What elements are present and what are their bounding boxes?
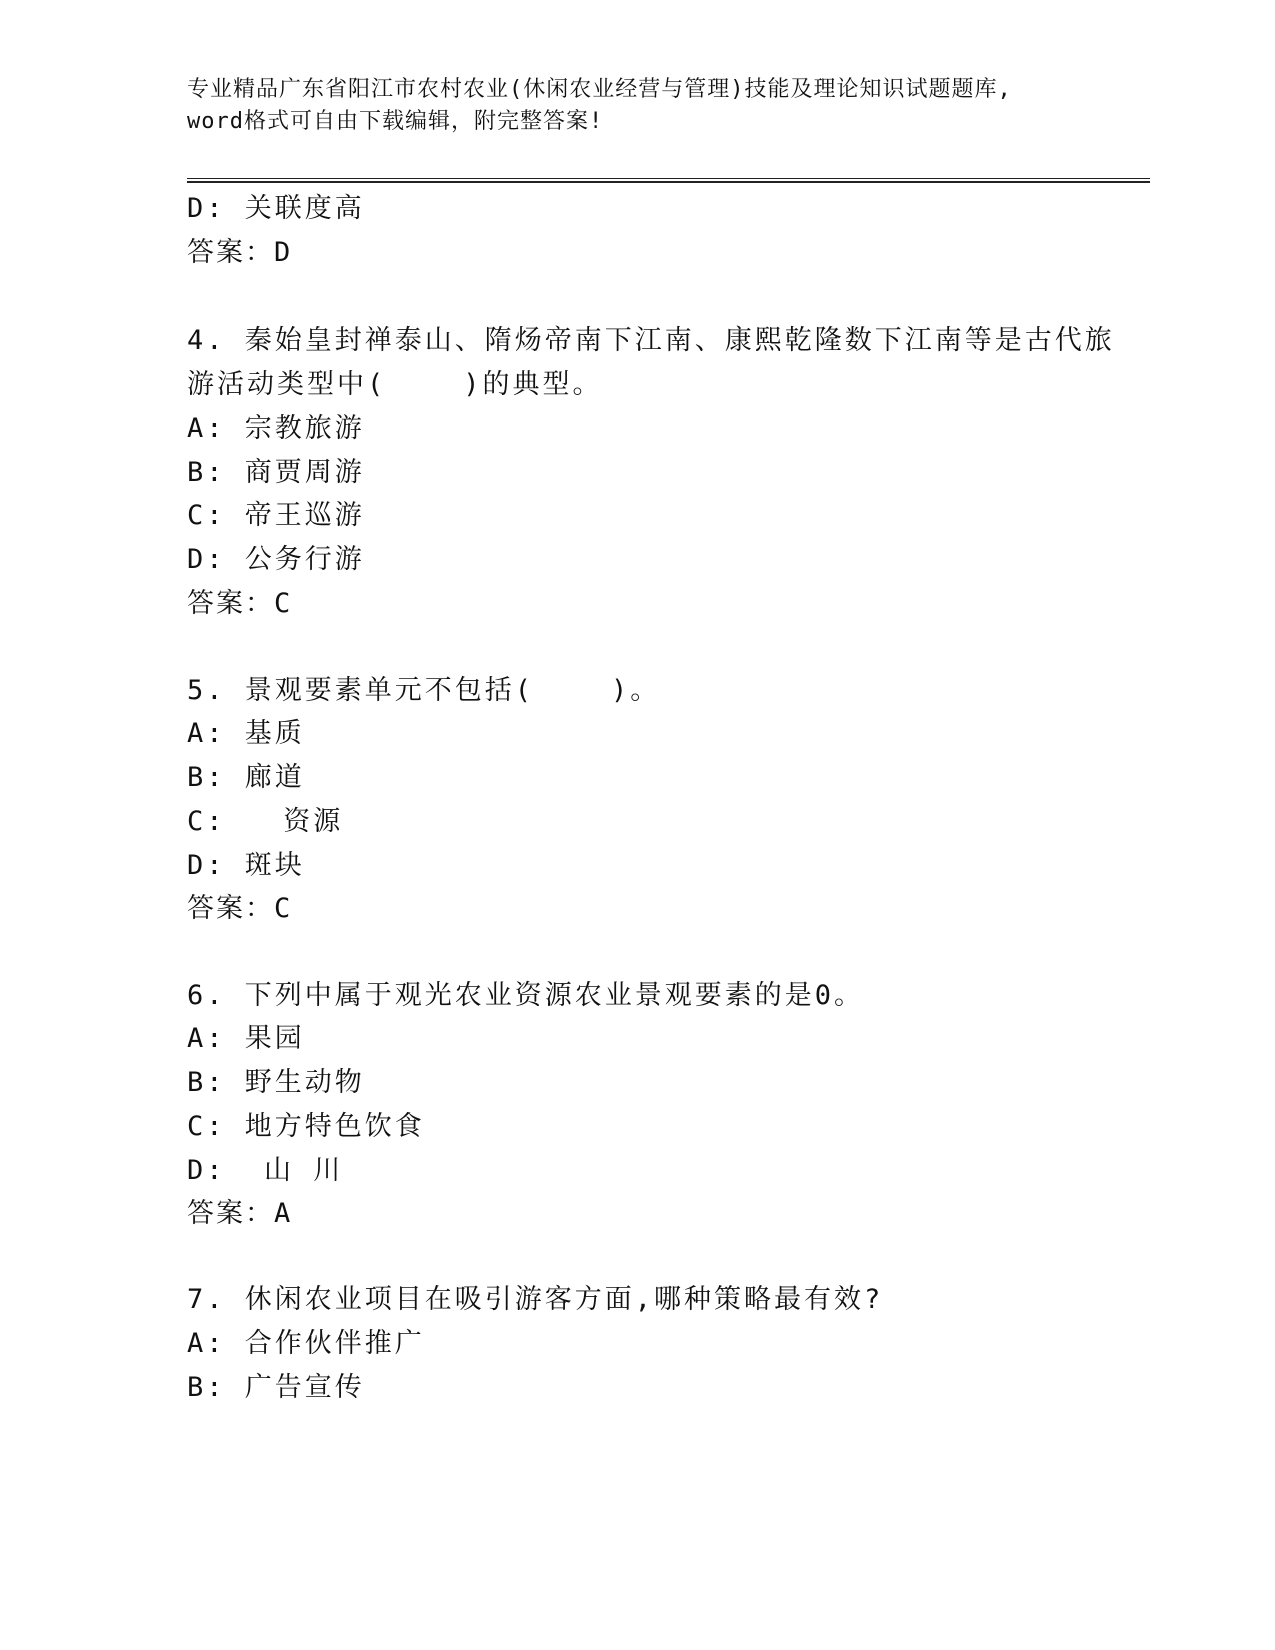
answer-label: 答案： bbox=[187, 588, 274, 619]
page-header bbox=[187, 74, 1087, 138]
q3-answer bbox=[187, 235, 292, 271]
q5-stem: 5. 景观要素单元不包括( )。 bbox=[187, 675, 661, 706]
answer-value: A bbox=[274, 1198, 293, 1229]
answer-label: 答案： bbox=[187, 1198, 274, 1229]
answer-value: C bbox=[274, 893, 293, 924]
q7-stem: 7. 休闲农业项目在吸引游客方面,哪种策略最有效? bbox=[187, 1284, 884, 1315]
q5-option-c: C: 资源 bbox=[187, 806, 344, 837]
q6-option-c: C: 地方特色饮食 bbox=[187, 1111, 425, 1142]
q4-stem-line-1: 4. 秦始皇封禅泰山、隋炀帝南下江南、康熙乾隆数下江南等是古代旅 bbox=[187, 325, 1115, 356]
q6-stem: 6. 下列中属于观光农业资源农业景观要素的是0。 bbox=[187, 980, 865, 1011]
header-divider bbox=[187, 178, 1150, 183]
answer-value: D bbox=[274, 237, 293, 268]
q7-option-b: B: 广告宣传 bbox=[187, 1372, 365, 1403]
answer-label: 答案： bbox=[187, 237, 274, 268]
q5-option-b: B: 廊道 bbox=[187, 762, 305, 793]
q3-option-d: D: 关联度高 bbox=[187, 193, 365, 224]
q6-option-b: B: 野生动物 bbox=[187, 1067, 365, 1098]
q4-option-c: C: 帝王巡游 bbox=[187, 500, 365, 531]
q6-option-a: A: 果园 bbox=[187, 1023, 305, 1054]
answer-value: C bbox=[274, 588, 293, 619]
q4-option-b: B: 商贾周游 bbox=[187, 457, 365, 488]
answer-label: 答案： bbox=[187, 893, 274, 924]
q4-answer bbox=[187, 586, 292, 622]
header-title-line-1: 专业精品广东省阳江市农村农业(休闲农业经营与管理)技能及理论知识试题题库, bbox=[187, 77, 1012, 102]
q5-answer bbox=[187, 891, 292, 927]
q6-option-d: D: 山 川 bbox=[187, 1155, 344, 1186]
q4-stem-line-2: 游活动类型中( )的典型。 bbox=[187, 369, 603, 400]
q4-option-d: D: 公务行游 bbox=[187, 544, 365, 575]
header-title-line-2: word格式可自由下载编辑，附完整答案! bbox=[187, 109, 604, 134]
q6-answer bbox=[187, 1196, 292, 1232]
q4-option-a: A: 宗教旅游 bbox=[187, 413, 365, 444]
q5-option-a: A: 基质 bbox=[187, 718, 305, 749]
q7-option-a: A: 合作伙伴推广 bbox=[187, 1328, 425, 1359]
q5-option-d: D: 斑块 bbox=[187, 850, 305, 881]
